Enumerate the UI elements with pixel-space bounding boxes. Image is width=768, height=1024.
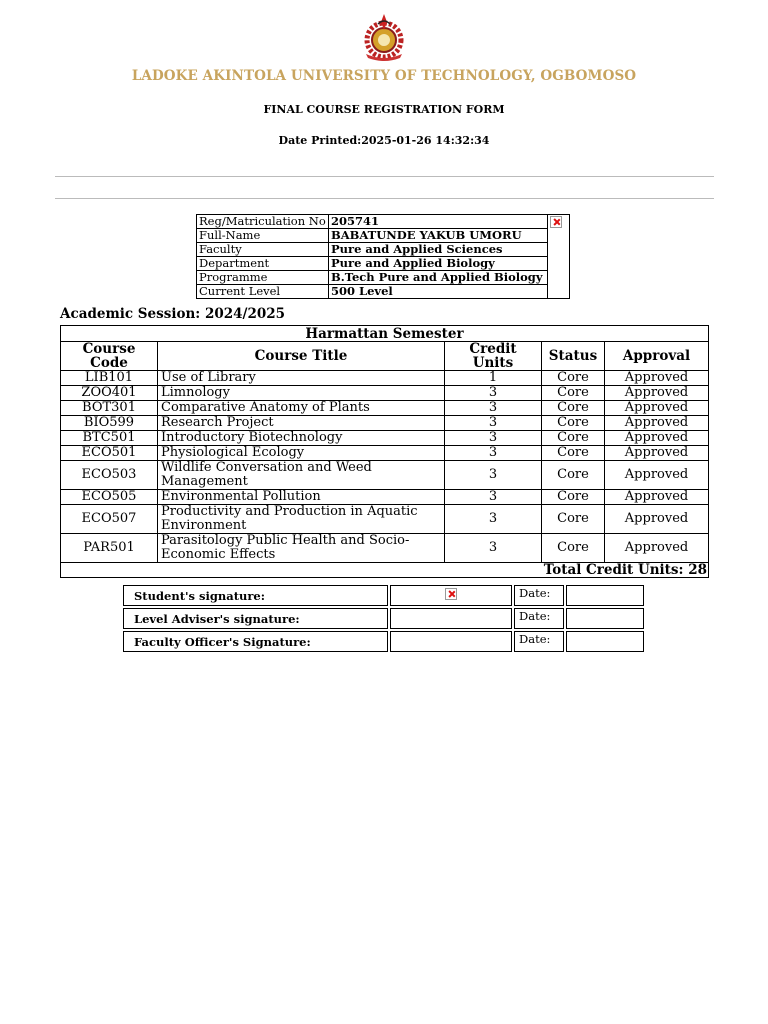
column-header: Course Title (158, 342, 445, 371)
credit-units: 3 (445, 401, 542, 416)
signature-table (121, 583, 646, 654)
course-status: Core (542, 386, 605, 401)
course-title: Research Project (158, 416, 445, 431)
column-header: Status (542, 342, 605, 371)
date-box (566, 608, 644, 629)
course-code: ECO507 (61, 505, 158, 534)
info-row (197, 243, 570, 257)
course-status: Core (542, 534, 605, 563)
broken-image-icon (550, 216, 562, 228)
course-approval: Approved (605, 386, 709, 401)
course-status: Core (542, 371, 605, 386)
info-value: Pure and Applied Biology (329, 257, 548, 271)
info-label: Full-Name (197, 229, 329, 243)
credit-units: 3 (445, 505, 542, 534)
divider (55, 198, 714, 199)
course-title: Introductory Biotechnology (158, 431, 445, 446)
info-row (197, 229, 570, 243)
credit-units: 3 (445, 386, 542, 401)
signature-box (390, 631, 512, 652)
credit-units: 3 (445, 431, 542, 446)
course-status: Core (542, 416, 605, 431)
course-title: Environmental Pollution (158, 490, 445, 505)
info-value: B.Tech Pure and Applied Biology (329, 271, 548, 285)
table-row (61, 461, 709, 490)
course-status: Core (542, 505, 605, 534)
info-label: Reg/Matriculation No (197, 215, 329, 229)
semester-title: Harmattan Semester (61, 326, 709, 342)
course-approval: Approved (605, 505, 709, 534)
table-row (61, 446, 709, 461)
course-approval: Approved (605, 446, 709, 461)
course-approval: Approved (605, 401, 709, 416)
signature-label: Faculty Officer's Signature: (123, 631, 388, 652)
table-row (61, 505, 709, 534)
course-title: Parasitology Public Health and Socio-Economic Effects (158, 534, 445, 563)
info-label: Programme (197, 271, 329, 285)
course-code: BIO599 (61, 416, 158, 431)
signature-box (390, 585, 512, 606)
date-label: Date: (514, 631, 564, 652)
table-header-row (61, 342, 709, 371)
university-name: LADOKE AKINTOLA UNIVERSITY OF TECHNOLOGY, OGBOMOSO (131, 68, 637, 84)
credit-units: 1 (445, 371, 542, 386)
course-status: Core (542, 461, 605, 490)
course-code: ECO501 (61, 446, 158, 461)
table-row (61, 431, 709, 446)
course-status: Core (542, 490, 605, 505)
info-label: Faculty (197, 243, 329, 257)
total-credit-units: Total Credit Units: 28 (61, 563, 709, 578)
course-code: ECO503 (61, 461, 158, 490)
course-table (60, 325, 709, 578)
form-title: FINAL COURSE REGISTRATION FORM (263, 103, 505, 116)
column-header: Course Code (61, 342, 158, 371)
course-title: Productivity and Production in Aquatic Environment (158, 505, 445, 534)
credit-units: 3 (445, 490, 542, 505)
date-box (566, 631, 644, 652)
academic-session: Academic Session: 2024/2025 (60, 306, 286, 322)
info-row (197, 271, 570, 285)
table-row (61, 416, 709, 431)
info-value: Pure and Applied Sciences (329, 243, 548, 257)
info-row (197, 285, 570, 299)
course-approval: Approved (605, 431, 709, 446)
course-title: Wildlife Conversation and Weed Management (158, 461, 445, 490)
column-header: Approval (605, 342, 709, 371)
course-approval: Approved (605, 490, 709, 505)
course-status: Core (542, 401, 605, 416)
credit-units: 3 (445, 534, 542, 563)
course-approval: Approved (605, 461, 709, 490)
course-title: Limnology (158, 386, 445, 401)
info-row (197, 215, 570, 229)
signature-row (123, 608, 644, 629)
course-approval: Approved (605, 416, 709, 431)
course-code: ECO505 (61, 490, 158, 505)
course-code: BTC501 (61, 431, 158, 446)
course-code: PAR501 (61, 534, 158, 563)
column-header: Credit Units (445, 342, 542, 371)
divider (55, 176, 714, 177)
table-row (61, 386, 709, 401)
signature-row (123, 631, 644, 652)
course-title: Physiological Ecology (158, 446, 445, 461)
signature-box (390, 608, 512, 629)
course-code: LIB101 (61, 371, 158, 386)
info-label: Department (197, 257, 329, 271)
info-value: 500 Level (329, 285, 548, 299)
info-value: BABATUNDE YAKUB UMORU (329, 229, 548, 243)
info-row (197, 257, 570, 271)
course-code: BOT301 (61, 401, 158, 416)
university-crest-icon (358, 10, 410, 62)
broken-image-icon (445, 588, 457, 600)
info-label: Current Level (197, 285, 329, 299)
table-row (61, 534, 709, 563)
date-label: Date: (514, 585, 564, 606)
info-value: 205741 (329, 215, 548, 229)
course-approval: Approved (605, 534, 709, 563)
student-photo (548, 215, 570, 299)
table-row (61, 490, 709, 505)
signature-label: Student's signature: (123, 585, 388, 606)
credit-units: 3 (445, 461, 542, 490)
course-approval: Approved (605, 371, 709, 386)
credit-units: 3 (445, 446, 542, 461)
course-status: Core (542, 431, 605, 446)
signature-row (123, 585, 644, 606)
table-row (61, 401, 709, 416)
course-status: Core (542, 446, 605, 461)
student-info-table (196, 214, 570, 299)
course-code: ZOO401 (61, 386, 158, 401)
table-row (61, 371, 709, 386)
date-printed: Date Printed:2025-01-26 14:32:34 (278, 134, 490, 147)
credit-units: 3 (445, 416, 542, 431)
signature-label: Level Adviser's signature: (123, 608, 388, 629)
date-box (566, 585, 644, 606)
date-label: Date: (514, 608, 564, 629)
course-title: Use of Library (158, 371, 445, 386)
course-title: Comparative Anatomy of Plants (158, 401, 445, 416)
